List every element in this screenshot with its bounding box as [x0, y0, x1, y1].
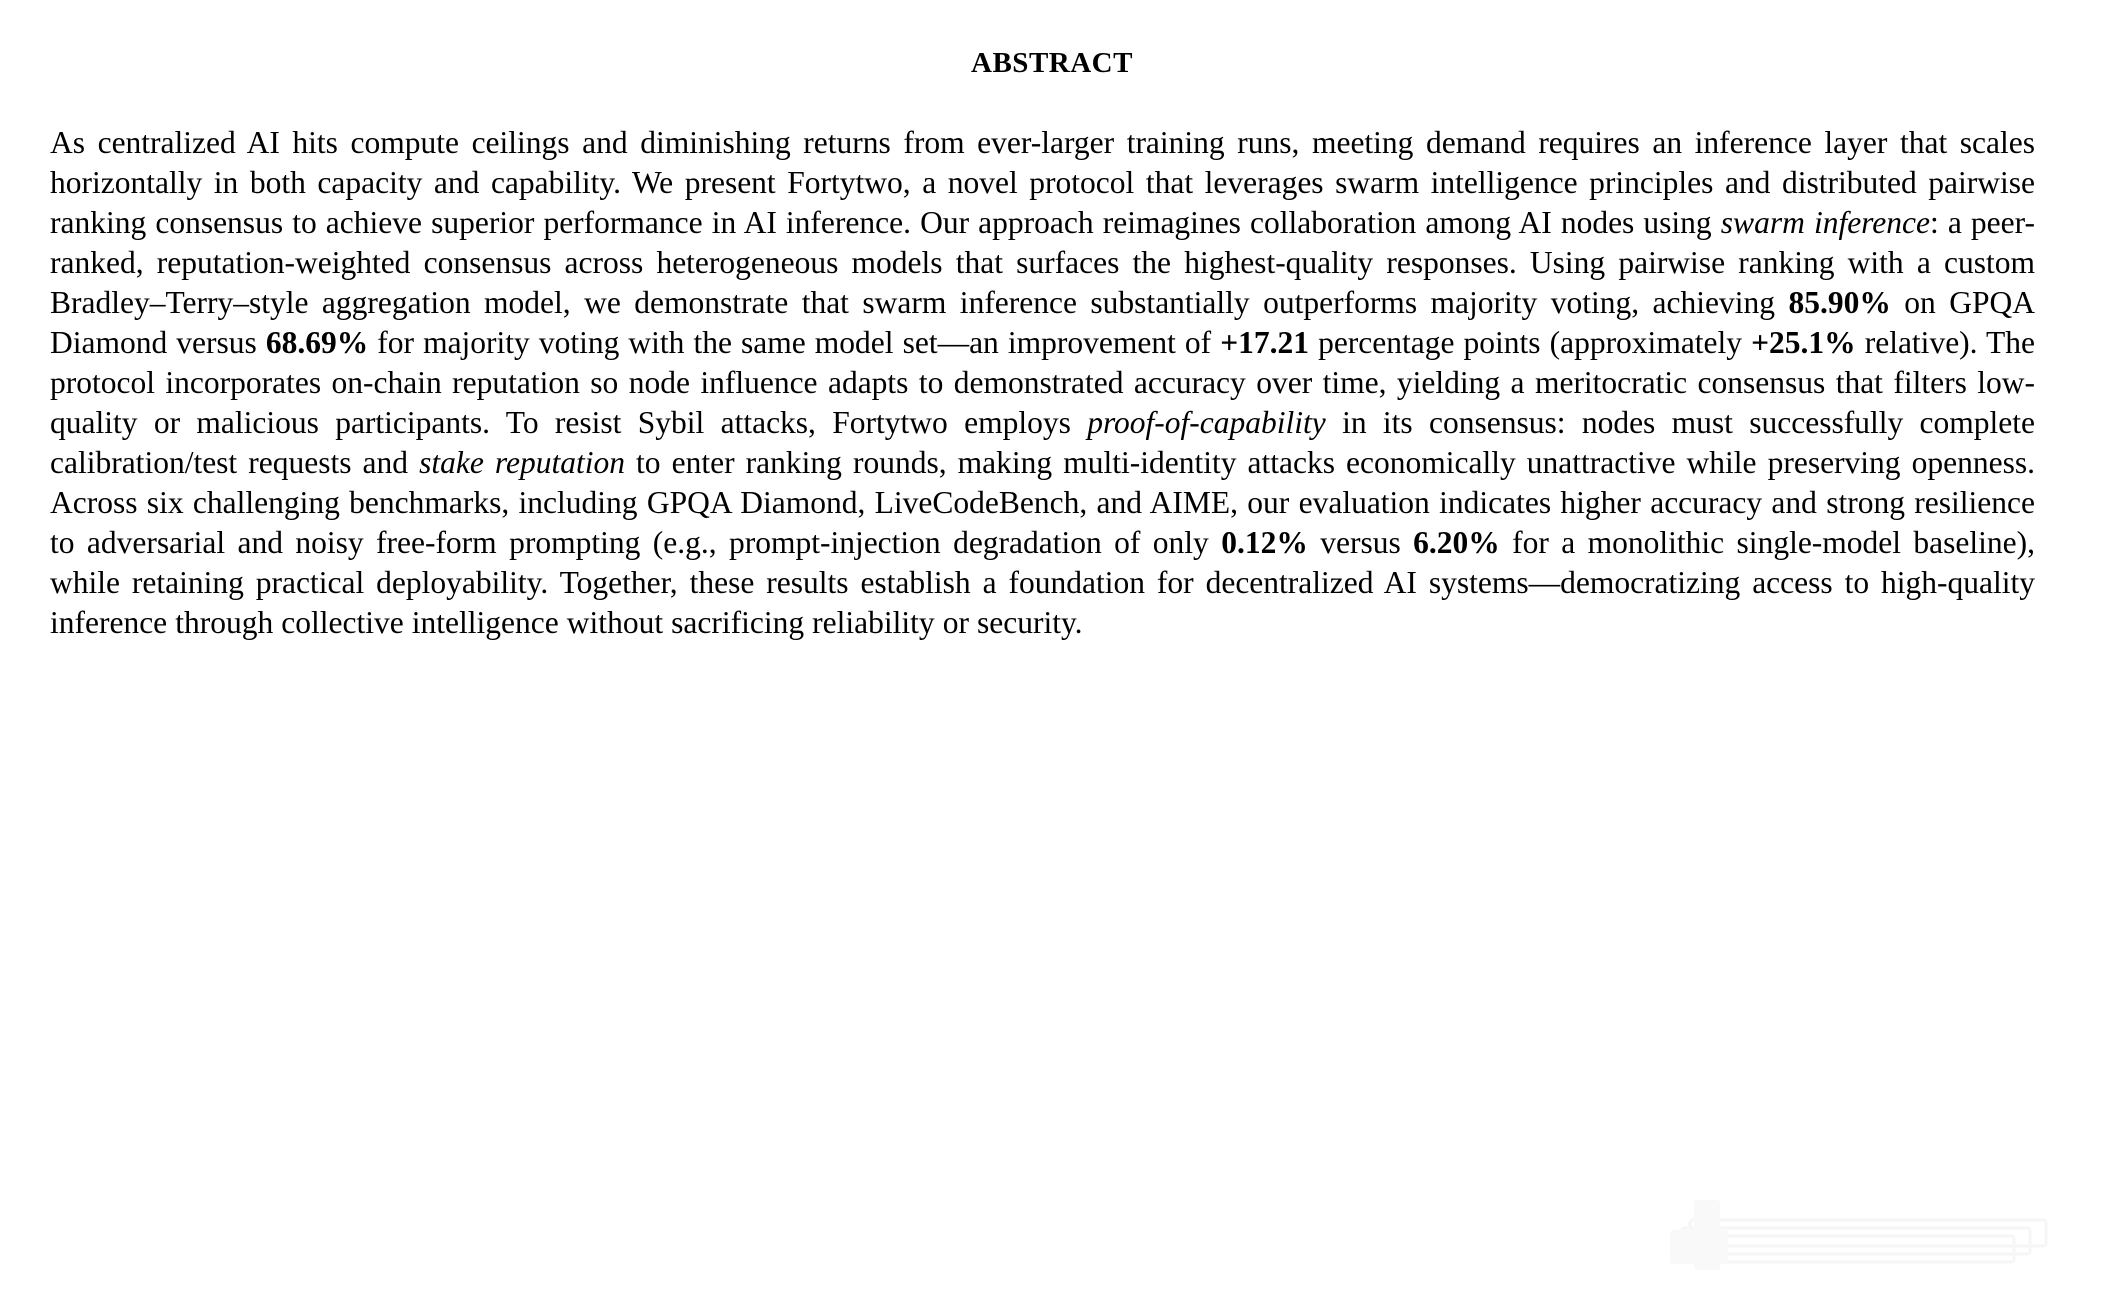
abstract-text-run: : a peer-ranked, reputation-weighted consensus across heterogeneous models that surfaces the highest-quality responses. Using pairwise ranking with a custom Bradley–Terry–style aggregation model, we demonstrate that swarm inference substantially outperforms majority voting, achieving [50, 205, 2035, 320]
emphasized-term: proof-of-capability [1087, 405, 1326, 440]
emphasized-term: swarm inference [1720, 205, 1930, 240]
abstract-text-block [50, 123, 2035, 643]
abstract-text-run: relative). The protocol incorporates on-chain reputation so node influence adapts to demonstrated accuracy over time, yielding a meritocratic consensus that filters low-quality or malicious participants. To resist Sybil attacks, Fortytwo employs [50, 325, 2035, 440]
highlighted-metric: 0.12% [1221, 525, 1308, 560]
emphasized-term: stake reputation [419, 445, 625, 480]
highlighted-metric: 68.69% [265, 325, 369, 360]
abstract-text-run: on GPQA Diamond versus [50, 285, 2035, 360]
watermark-artifact [1664, 1178, 2084, 1288]
page-title: abstract [971, 35, 1133, 81]
abstract-text-run: for a monolithic single-model baseline), while retaining practical deployability. Together, these results establish a foundation for decentralized AI systems—democratizing access to high-quality inference through collective intelligence without sacrificing reliability or security. [50, 525, 2035, 640]
highlighted-metric: 85.90% [1788, 285, 1891, 320]
highlighted-metric: +25.1% [1751, 325, 1856, 360]
abstract-text-run: in its consensus: nodes must successfully complete calibration/test requests and [50, 405, 2035, 480]
abstract-text-run: As centralized AI hits compute ceilings and diminishing returns from ever-larger training runs, meeting demand requires an inference layer that scales horizontally in both capacity and capability. We present Fortytwo, a novel protocol that leverages swarm intelligence principles and distributed pairwise ranking consensus to achieve superior performance in AI inference. Our approach reimagines collaboration among AI nodes using [50, 125, 2035, 240]
highlighted-metric: 6.20% [1413, 525, 1500, 560]
abstract-text-run: for majority voting with the same model set—an improvement of [368, 325, 1221, 360]
abstract-paragraph [50, 123, 2035, 643]
abstract-text-run: percentage points (approximately [1309, 325, 1752, 360]
abstract-text-run: versus [1307, 525, 1414, 560]
abstract-text-run: to enter ranking rounds, making multi-identity attacks economically unattractive while preserving openness. Across six challenging benchmarks, including GPQA Diamond, LiveCodeBench, and AIME, our evaluation indicates higher accuracy and strong resilience to adversarial and noisy free-form prompting (e.g., prompt-injection degradation of only [50, 445, 2035, 560]
highlighted-metric: +17.21 [1220, 325, 1310, 360]
